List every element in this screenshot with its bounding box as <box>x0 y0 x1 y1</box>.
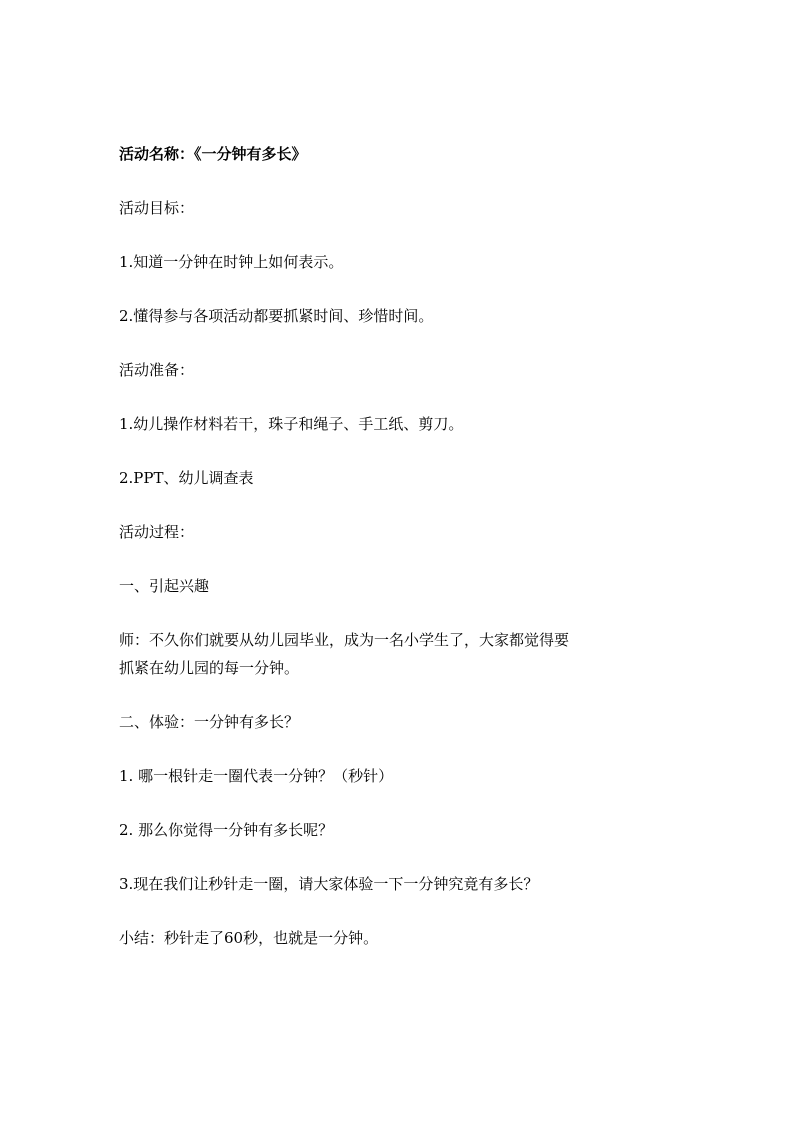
summary-text: 小结：秒针走了60秒，也就是一分钟。 <box>119 929 379 947</box>
activity-title: 活动名称：《一分钟有多长》 <box>119 145 307 163</box>
preparation-heading: 活动准备： <box>119 361 195 379</box>
teacher-line-1: 师：不久你们就要从幼儿园毕业，成为一名小学生了，大家都觉得要 <box>119 631 570 649</box>
document-body <box>119 140 699 978</box>
teacher-line-2: 抓紧在幼儿园的每一分钟。 <box>119 659 300 677</box>
goal-item-1: 1.知道一分钟在时钟上如何表示。 <box>119 253 344 271</box>
teacher-paragraph <box>119 626 679 682</box>
section-heading-2: 二、体验：一分钟有多长？ <box>119 713 300 731</box>
preparation-item-1: 1.幼儿操作材料若干，珠子和绳子、手工纸、剪刀。 <box>119 415 464 433</box>
step-item-1: 1. 哪一根针走一圈代表一分钟？（秒针） <box>119 767 394 785</box>
process-heading: 活动过程： <box>119 523 195 541</box>
goal-item-2: 2.懂得参与各项活动都要抓紧时间、珍惜时间。 <box>119 307 434 325</box>
preparation-item-2: 2.PPT、幼儿调查表 <box>119 469 254 487</box>
step-item-2: 2. 那么你觉得一分钟有多长呢？ <box>119 821 334 839</box>
step-item-3: 3.现在我们让秒针走一圈，请大家体验一下一分钟究竟有多长？ <box>119 875 539 893</box>
section-heading-1: 一、引起兴趣 <box>119 577 210 595</box>
goals-heading: 活动目标： <box>119 199 195 217</box>
